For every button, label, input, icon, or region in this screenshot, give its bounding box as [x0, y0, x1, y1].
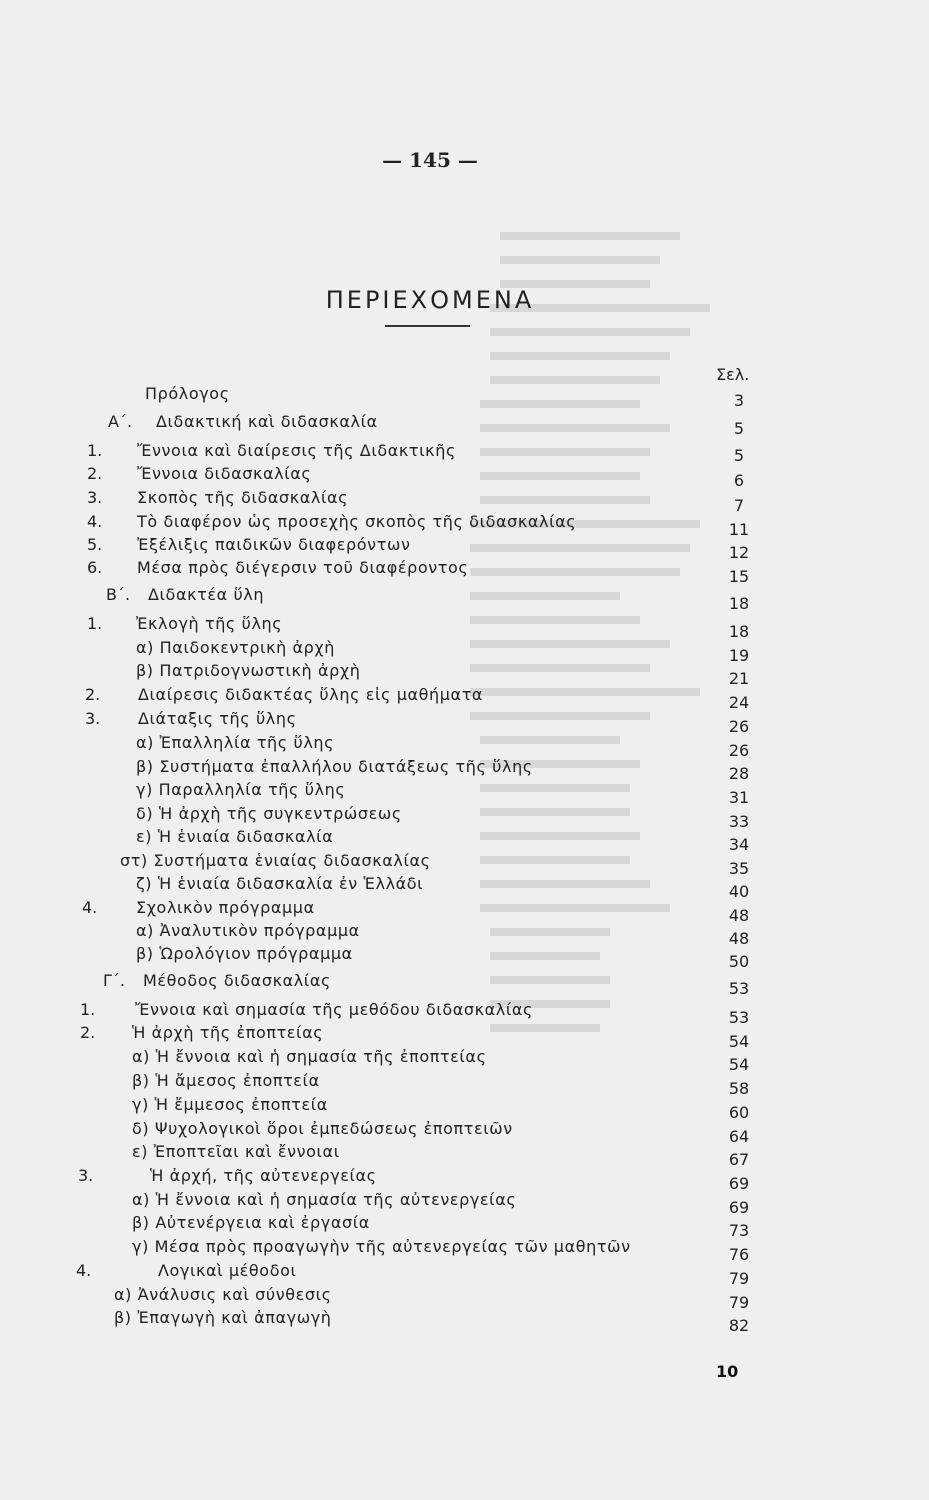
toc-entry-label: Ἡ ἀρχή, τῆς αὐτενεργείας [150, 1166, 377, 1185]
toc-entry-label: β) Ὡρολόγιον πρόγραμμα [136, 944, 353, 963]
toc-entry-label: Σχολικὸν πρόγραμμα [136, 898, 315, 917]
toc-entry-page: 5 [733, 446, 745, 465]
toc-entry-label: β) Συστήματα ἐπαλλήλου διατάξεως τῆς ὕλης [136, 757, 533, 776]
toc-entry-page: 26 [728, 717, 750, 736]
toc-entry-number: 2. [80, 1023, 96, 1042]
toc-entry-page: 5 [733, 419, 745, 438]
toc-entry-label: γ) Ἡ ἔμμεσος ἐποπτεία [132, 1095, 328, 1114]
toc-entry-label: Ἡ ἀρχὴ τῆς ἐποπτείας [132, 1023, 324, 1042]
toc-entry-label: α) Ἐπαλληλία τῆς ὕλης [136, 733, 335, 752]
toc-entry-label: α) Ἡ ἔννοια καὶ ἡ σημασία τῆς αὐτενεργείας [132, 1190, 517, 1209]
toc-entry-label: β) Πατριδογνωστικὴ ἀρχὴ [136, 661, 361, 680]
toc-entry-number: 2. [85, 685, 101, 704]
toc-entry-label: α) Ἀναλυτικὸν πρόγραμμα [136, 921, 360, 940]
toc-entry-page: 48 [728, 929, 750, 948]
toc-entry-number: 5. [87, 535, 103, 554]
toc-entry-page: 15 [728, 567, 750, 586]
toc-entry-page: 26 [728, 741, 750, 760]
toc-entry-label: α) Παιδοκεντρικὴ ἀρχὴ [136, 638, 336, 657]
toc-entry-label: α) Ἡ ἔννοια καὶ ἡ σημασία τῆς ἐποπτείας [132, 1047, 487, 1066]
toc-entry-label: Μέσα πρὸς διέγερσιν τοῦ διαφέροντος [137, 558, 469, 577]
toc-entry-number: 4. [76, 1261, 92, 1280]
toc-entry-label: δ) Ψυχολογικοὶ ὅροι ἐμπεδώσεως ἐποπτειῶν [132, 1119, 513, 1138]
toc-entry-page: 12 [728, 543, 750, 562]
toc-entry-page: 58 [728, 1079, 750, 1098]
toc-entry-page: 69 [728, 1174, 750, 1193]
toc-entry-label: στ) Συστήματα ἑνιαίας διδασκαλίας [120, 851, 431, 870]
toc-entry-page: 6 [733, 471, 745, 490]
toc-entry-label: γ) Μέσα πρὸς προαγωγὴν τῆς αὐτενεργείας τῶν μαθητῶν [132, 1237, 631, 1256]
toc-entry-number: 2. [87, 464, 103, 483]
toc-entry-page: 76 [728, 1245, 750, 1264]
toc-entry-page: 79 [728, 1293, 750, 1312]
toc-entry-label: Ἔννοια διδασκαλίας [137, 464, 312, 483]
signature-mark: 10 [716, 1362, 739, 1381]
toc-entry-page: 54 [728, 1032, 750, 1051]
toc-entry-label: δ) Ἡ ἀρχὴ τῆς συγκεντρώσεως [136, 804, 402, 823]
toc-entry-page: 79 [728, 1269, 750, 1288]
toc-entry-label: Ἔννοια καὶ διαίρεσις τῆς Διδακτικῆς [137, 441, 456, 460]
toc-entry-label: β) Ἐπαγωγὴ καὶ ἀπαγωγὴ [114, 1308, 332, 1327]
toc-entry-label: ζ) Ἡ ἑνιαία διδασκαλία ἐν Ἑλλάδι [136, 874, 424, 893]
toc-entry-number: 6. [87, 558, 103, 577]
toc-entry-label: Τὸ διαφέρον ὡς προσεχὴς σκοπὸς τῆς διδασκαλίας [137, 512, 577, 531]
toc-entry-label: Διάταξις τῆς ὕλης [138, 709, 297, 728]
page-column-header: Σελ. [716, 365, 750, 384]
toc-entry-page: 67 [728, 1150, 750, 1169]
toc-entry-page: 40 [728, 882, 750, 901]
toc-entry-page: 31 [728, 788, 750, 807]
toc-entry-number: 1. [87, 441, 103, 460]
toc-entry-page: 7 [733, 496, 745, 515]
toc-entry-page: 34 [728, 835, 750, 854]
toc-entry-label: γ) Παραλληλία τῆς ὕλης [136, 780, 346, 799]
toc-entry-page: 50 [728, 952, 750, 971]
toc-entry-page: 33 [728, 812, 750, 831]
toc-entry-number: 4. [87, 512, 103, 531]
toc-section-letter: Α΄. [108, 412, 133, 431]
toc-entry-label: Ἐκλογὴ τῆς ὕλης [136, 614, 283, 633]
toc-entry-page: 64 [728, 1127, 750, 1146]
toc-entry-page: 28 [728, 764, 750, 783]
toc-entry-number: 1. [87, 614, 103, 633]
toc-entry-label: Λογικαὶ μέθοδοι [158, 1261, 297, 1280]
toc-entry-page: 24 [728, 693, 750, 712]
toc-entry-page: 82 [728, 1316, 750, 1335]
toc-entry-page: 69 [728, 1198, 750, 1217]
toc-entry-page: 35 [728, 859, 750, 878]
toc-entry-page: 54 [728, 1055, 750, 1074]
toc-entry-page: 53 [728, 979, 750, 998]
toc-entry-label: Πρόλογος [145, 384, 230, 403]
toc-entry-page: 21 [728, 669, 750, 688]
page-number: — 145 — [382, 148, 478, 172]
toc-entry-page: 53 [728, 1008, 750, 1027]
toc-entry-page: 18 [728, 622, 750, 641]
toc-entry-page: 3 [733, 391, 745, 410]
toc-entry-page: 73 [728, 1221, 750, 1240]
toc-entry-page: 19 [728, 646, 750, 665]
toc-entry-number: 4. [82, 898, 98, 917]
toc-entry-number: 3. [78, 1166, 94, 1185]
toc-entry-label: Διδακτέα ὕλη [148, 585, 265, 604]
toc-entry-label: Διαίρεσις διδακτέας ὕλης εἰς μαθήματα [138, 685, 484, 704]
toc-entry-number: 1. [80, 1000, 96, 1019]
toc-entry-label: ε) Ἐποπτεῖαι καὶ ἔννοιαι [132, 1142, 340, 1161]
toc-section-letter: Β΄. [106, 585, 131, 604]
toc-entry-label: Σκοπὸς τῆς διδασκαλίας [137, 488, 349, 507]
toc-entry-label: α) Ἀνάλυσις καὶ σύνθεσις [114, 1285, 332, 1304]
page-title: ΠΕΡΙΕΧΟΜΕΝΑ [325, 286, 535, 314]
toc-entry-label: β) Ἡ ἄμεσος ἐποπτεία [132, 1071, 320, 1090]
toc-entry-number: 3. [87, 488, 103, 507]
toc-entry-number: 3. [85, 709, 101, 728]
toc-entry-label: β) Αὐτενέργεια καὶ ἐργασία [132, 1213, 370, 1232]
toc-entry-label: Ἔννοια καὶ σημασία τῆς μεθόδου διδασκαλίας [135, 1000, 534, 1019]
toc-entry-page: 48 [728, 906, 750, 925]
toc-section-letter: Γ΄. [103, 971, 125, 990]
toc-entry-label: Μέθοδος διδασκαλίας [143, 971, 331, 990]
toc-entry-label: ε) Ἡ ἑνιαία διδασκαλία [136, 827, 334, 846]
toc-entry-label: Ἐξέλιξις παιδικῶν διαφερόντων [137, 535, 411, 554]
toc-entry-label: Διδακτική καὶ διδασκαλία [156, 412, 378, 431]
toc-entry-page: 11 [728, 520, 750, 539]
toc-entry-page: 18 [728, 594, 750, 613]
toc-entry-page: 60 [728, 1103, 750, 1122]
